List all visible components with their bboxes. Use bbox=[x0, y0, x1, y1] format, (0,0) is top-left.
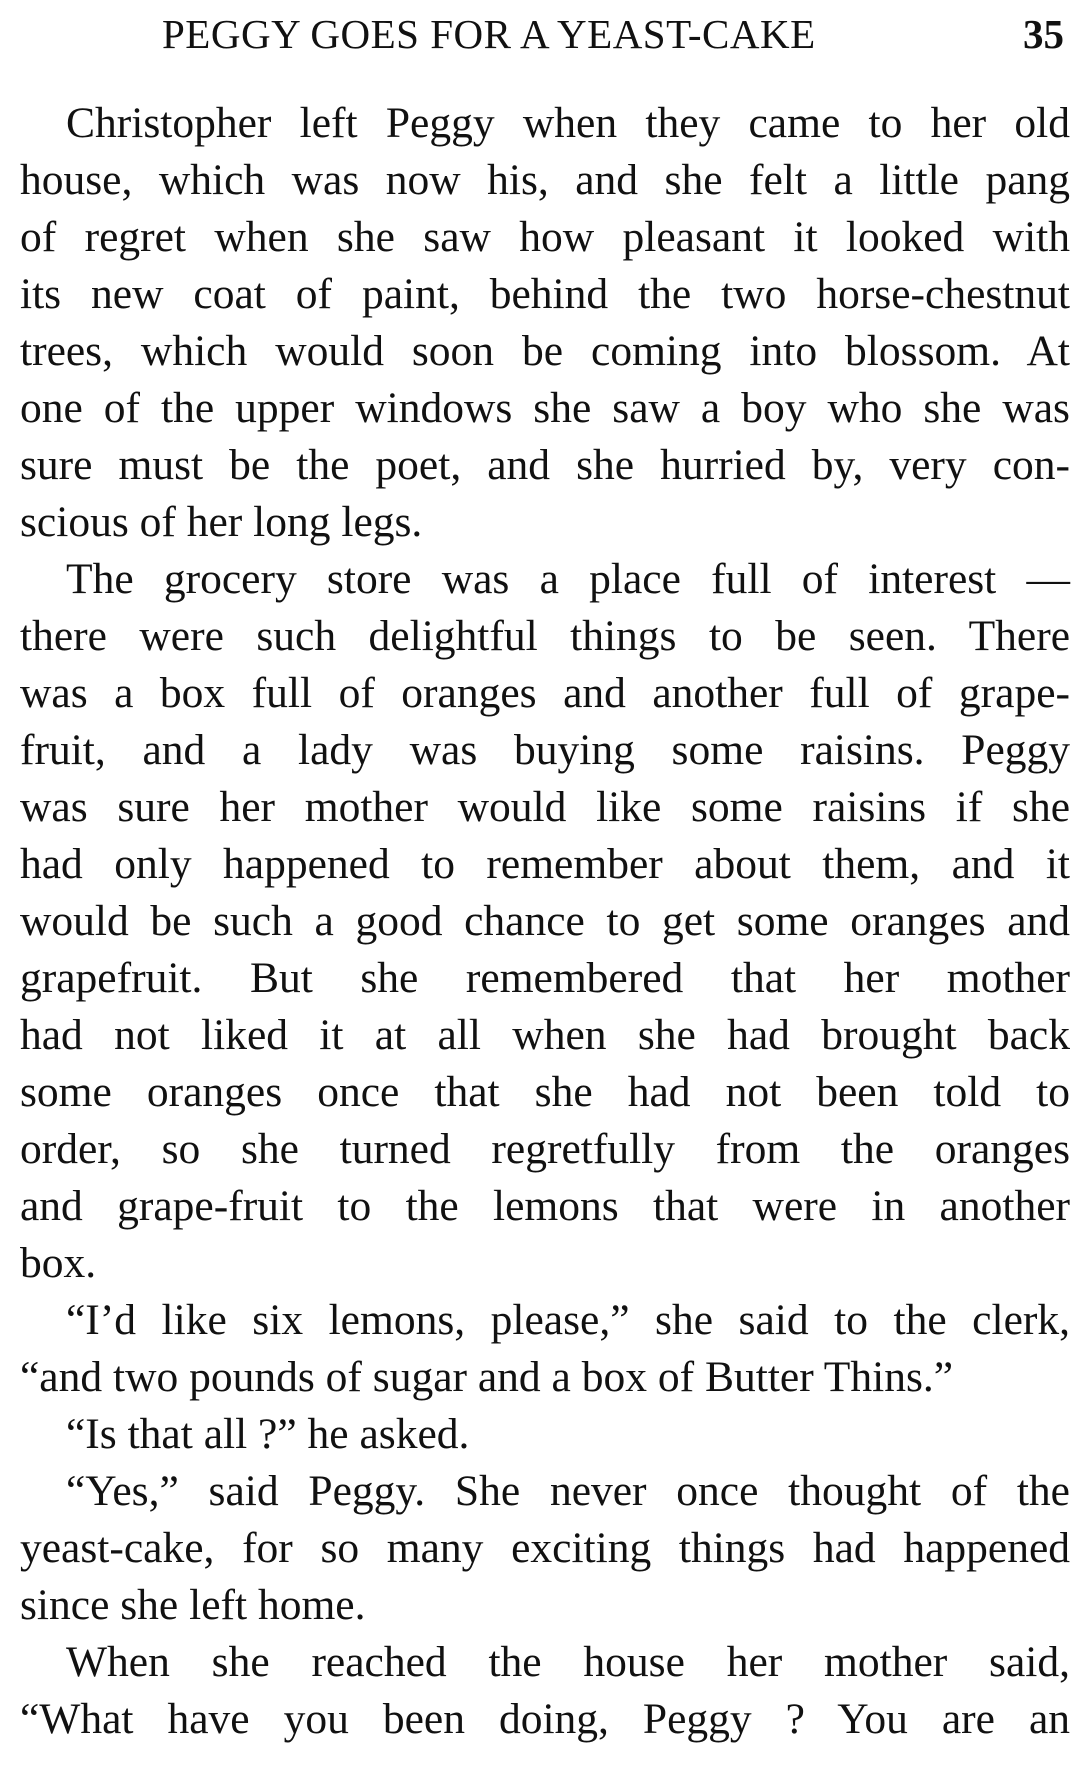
text-line: box. bbox=[20, 1239, 97, 1287]
text-line: sure must be the poet, and she hurried by, very con- bbox=[20, 441, 1070, 489]
text-line: fruit, and a lady was buying some raisins. Peggy bbox=[20, 726, 1070, 774]
text-line: since she left home. bbox=[20, 1581, 366, 1629]
text-line: scious of her long legs. bbox=[20, 498, 423, 546]
text-line: there were such delightful things to be seen. There bbox=[20, 612, 1070, 660]
text-line: was a box full of oranges and another full of grape- bbox=[20, 669, 1070, 717]
text-line: house, which was now his, and she felt a little pang bbox=[20, 156, 1070, 204]
text-line: was sure her mother would like some raisins if she bbox=[20, 783, 1070, 831]
running-head bbox=[0, 10, 1086, 66]
text-line: had only happened to remember about them, and it bbox=[20, 840, 1070, 888]
text-line: order, so she turned regretfully from the oranges bbox=[20, 1125, 1070, 1173]
text-line: The grocery store was a place full of interest — bbox=[66, 555, 1070, 603]
running-title: PEGGY GOES FOR A YEAST-CAKE bbox=[162, 11, 816, 57]
text-line: “and two pounds of sugar and a box of Butter Thins.” bbox=[20, 1353, 954, 1401]
text-line: When she reached the house her mother said, bbox=[66, 1638, 1070, 1686]
text-line: “I’d like six lemons, please,” she said to the clerk, bbox=[66, 1296, 1070, 1344]
text-line: trees, which would soon be coming into blossom. At bbox=[20, 327, 1070, 375]
text-line: had not liked it at all when she had brought back bbox=[20, 1011, 1070, 1059]
body-text bbox=[20, 95, 1070, 1748]
text-line: grapefruit. But she remembered that her mother bbox=[20, 954, 1070, 1002]
text-line: of regret when she saw how pleasant it looked with bbox=[20, 213, 1070, 261]
text-line: “Is that all ?” he asked. bbox=[66, 1410, 470, 1458]
page-number: 35 bbox=[1023, 11, 1064, 57]
text-line: “What have you been doing, Peggy ? You are an bbox=[20, 1695, 1070, 1743]
text-line: one of the upper windows she saw a boy who she was bbox=[20, 384, 1070, 432]
text-line: its new coat of paint, behind the two horse-chestnut bbox=[20, 270, 1070, 318]
text-line: some oranges once that she had not been told to bbox=[20, 1068, 1070, 1116]
text-line: yeast-cake, for so many exciting things had happened bbox=[20, 1524, 1070, 1572]
text-line: “Yes,” said Peggy. She never once thought of the bbox=[66, 1467, 1070, 1515]
text-line: Christopher left Peggy when they came to her old bbox=[66, 99, 1070, 147]
text-line: and grape-fruit to the lemons that were in another bbox=[20, 1182, 1070, 1230]
text-line: would be such a good chance to get some oranges and bbox=[20, 897, 1070, 945]
